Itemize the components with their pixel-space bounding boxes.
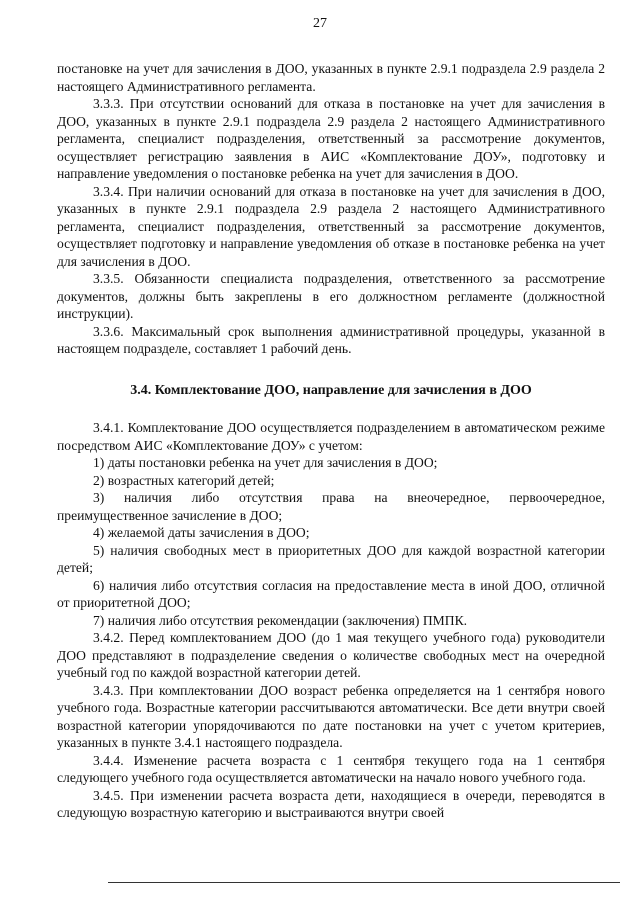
paragraph-3-4-1: 3.4.1. Комплектование ДОО осуществляется подразделением в автоматическом режиме посредством АИС «Комплектование ДОУ» с учетом:	[57, 420, 605, 453]
paragraph-3-3-4: 3.3.4. При наличии оснований для отказа в постановке на учет для зачисления в ДОО, указанных в пункте 2.9.1 подраздела 2.9 раздела 2 настоящего Административного регламента, специалист подразделения, ответственный за рассмотрение документов, осуществляет подготовку и направление уведомления об отказе в постановке ребенка на учет для зачисления в ДОО.	[57, 183, 605, 269]
paragraph-continuation: постановке на учет для зачисления в ДОО, указанных в пункте 2.9.1 подраздела 2.9 раздела 2 настоящего Административного регламента.	[57, 61, 605, 94]
list-item-6: 6) наличия либо отсутствия согласия на предоставление места в иной ДОО, отличной от приоритетной ДОО;	[57, 577, 605, 610]
list-item-2: 2) возрастных категорий детей;	[93, 472, 275, 488]
paragraph-3-3-3: 3.3.3. При отсутствии оснований для отказа в постановке на учет для зачисления в ДОО, указанных в пункте 2.9.1 подраздела 2.9 раздела 2 настоящего Административного регламента, специалист подразделения, ответственный за рассмотрение документов, осуществляет регистрацию заявления в АИС «Комплектование ДОУ», подготовку и направление уведомления о постановке ребенка на учет для зачисления в ДОО.	[57, 96, 605, 181]
paragraph-3-3-5: 3.3.5. Обязанности специалиста подразделения, ответственного за рассмотрение документов, должны быть закреплены в его должностном регламенте (должностной инструкции).	[57, 271, 605, 321]
page-number: 27	[313, 16, 327, 31]
list-item-4: 4) желаемой даты зачисления в ДОО;	[93, 525, 310, 540]
footer-rule	[108, 882, 620, 883]
list-item-5: 5) наличия свободных мест в приоритетных ДОО для каждой возрастной категории детей;	[57, 542, 605, 575]
paragraph-3-3-6: 3.3.6. Максимальный срок выполнения административной процедуры, указанной в настоящем подразделе, составляет 1 рабочий день.	[57, 323, 605, 356]
list-item-1: 1) даты постановки ребенка на учет для зачисления в ДОО;	[93, 455, 438, 470]
section-heading-3-4: 3.4. Комплектование ДОО, направление для зачисления в ДОО	[130, 382, 532, 398]
page-body	[57, 60, 605, 822]
list-item-7: 7) наличия либо отсутствия рекомендации (заключения) ПМПК.	[93, 612, 468, 628]
paragraph-3-4-2: 3.4.2. Перед комплектованием ДОО (до 1 мая текущего учебного года) руководители ДОО представляют в подразделение сведения о количестве свободных мест на очередной учебный год по каждой возрастной категории детей.	[57, 630, 605, 680]
paragraph-3-4-4: 3.4.4. Изменение расчета возраста с 1 сентября текущего года на 1 сентября следующего учебного года осуществляется автоматически на начало нового учебного года.	[57, 752, 605, 785]
paragraph-3-4-3: 3.4.3. При комплектовании ДОО возраст ребенка определяется на 1 сентября нового учебного года. Возрастные категории рассчитываются автоматически. Все дети внутри своей возрастной категории упорядочиваются по дате постановки на учет с учетом критериев, указанных в пункте 3.4.1 настоящего подраздела.	[57, 682, 605, 750]
list-item-3: 3) наличия либо отсутствия права на внеочередное, первоочередное, преимущественное зачисление в ДОО;	[57, 490, 605, 523]
paragraph-3-4-5: 3.4.5. При изменении расчета возраста дети, находящиеся в очереди, переводятся в следующую возрастную категорию и выстраиваются внутри своей	[57, 787, 605, 820]
